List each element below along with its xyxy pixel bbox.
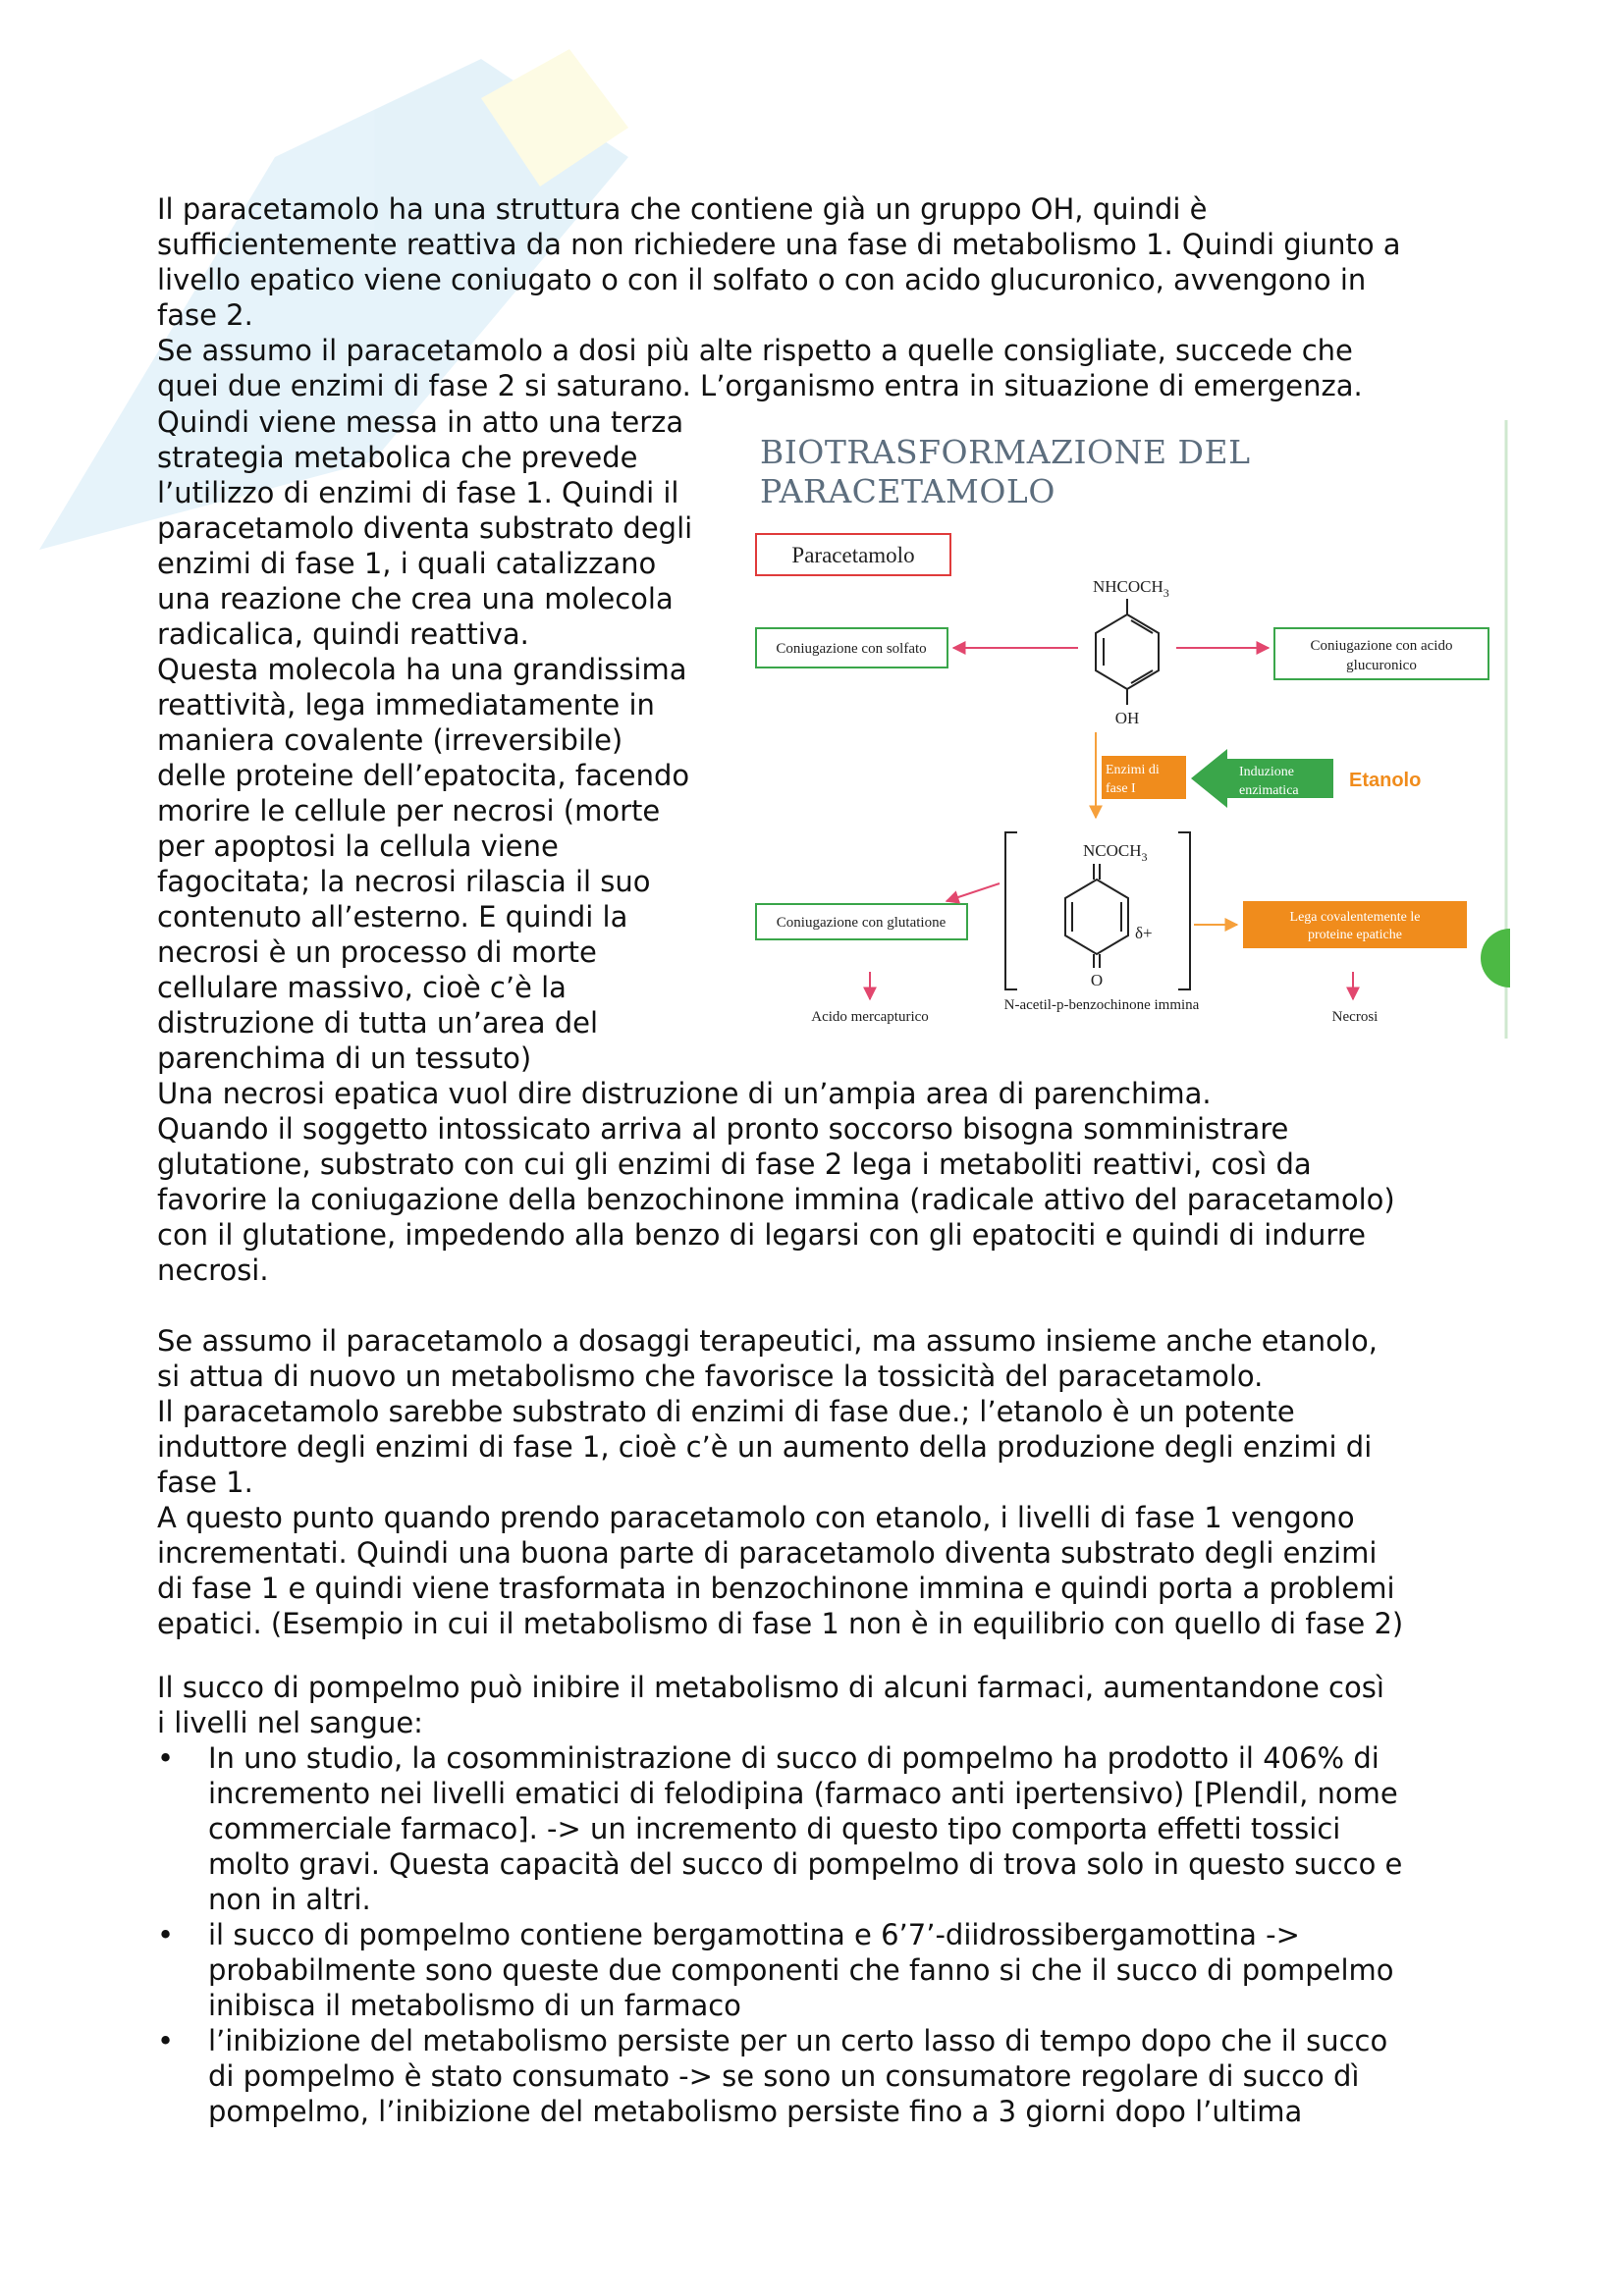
bullet-glyph: •: [157, 1918, 175, 1951]
bullet-text: l’inibizione del metabolismo persiste per un certo lasso di tempo dopo che il succo di pompelmo è stato consumato -> se sono un consumatore regolare di succo dì pompelmo, l’inibizione del metabolismo persiste fino a 3 giorni dopo l’ultima: [208, 2024, 1388, 2128]
bullet-glyph: •: [157, 2024, 175, 2057]
pompelmo-bullet-list: [157, 1740, 1492, 2129]
conj-solfato-label: Coniugazione con solfato: [776, 641, 927, 657]
etanolo-label: Etanolo: [1349, 770, 1422, 791]
bullet-text: il succo di pompelmo contiene bergamottina e 6’7’-diidrossibergamottina -> probabilmente sono queste due componenti che fanno si che il succo di pompelmo inibisca il metabolismo di un farmaco: [208, 1918, 1394, 2022]
green-circle-decoration: [1481, 929, 1510, 988]
bullet-glyph: •: [157, 1741, 175, 1775]
bullet-text: In uno studio, la cosomministrazione di succo di pompelmo ha prodotto il 406% di incremento nei livelli ematici di felodipina (farmaco anti ipertensivo) [Plendil, nome commerciale farmaco]. -> un incremento di questo tipo comporta effetti tossici molto gravi. Questa capacità del succo di pompelmo di trova solo in questo succo e non in altri.: [208, 1741, 1403, 1916]
bullet-item: [157, 1917, 1492, 2023]
enzimi-label-1: Enzimi di: [1106, 763, 1160, 777]
nhcoch3-sub: 3: [1163, 586, 1169, 600]
o-label: O: [1090, 971, 1104, 989]
paragraph-terza-strategia: Quindi viene messa in atto una terza strategia metabolica che prevede l’utilizzo di enzimi di fase 1. Quindi il paracetamolo diventa substrato degli enzimi di fase 1, i quali catalizzano una reazione che crea una molecola radicalica, quindi reattiva. Questa molecola ha una grandissima reattività, lega immediatamente in maniera covalente (irreversibile) delle proteine dell’epatocita, facendo morire le cellule per necrosi (morte per apoptosi la cellula viene fagocitata; la necrosi rilascia il suo contenuto all’esterno. E quindi la necrosi è un processo di morte cellulare massivo, cioè c’è la distruzione di tutta un’area del parenchima di un tessuto): [157, 405, 693, 1075]
ncoch3-sub: 3: [1141, 850, 1148, 864]
svg-text:NCOCH3: [1083, 841, 1148, 864]
conj-glucuronico-label-2: glucuronico: [1346, 658, 1417, 673]
paragraph-etanolo: Se assumo il paracetamolo a dosaggi terapeutici, ma assumo insieme anche etanolo, si attua di nuovo un metabolismo che favorisce la tossicità del paracetamolo. Il paracetamolo sarebbe substrato di enzimi di fase due.; l’etanolo è un potente induttore degli enzimi di fase 1, cioè c’è un aumento della produzione degli enzimi di fase 1. A questo punto quando prendo paracetamolo con etanolo, i livelli di fase 1 vengono incrementati. Quindi una buona parte di paracetamolo diventa substrato degli enzimi di fase 1 e quindi viene trasformata in benzochinone immina e quindi porta a problemi epatici. (Esempio in cui il metabolismo di fase 1 non è in equilibrio con quello di fase 2): [157, 1324, 1404, 1640]
arrow-to-glutatione: [947, 883, 1000, 901]
figure-title-line1: BIOTRASFORMAZIONE DEL: [760, 433, 1251, 471]
induzione-label-1: Induzione: [1239, 765, 1294, 779]
paragraph-pompelmo-intro: Il succo di pompelmo può inibire il metabolismo di alcuni farmaci, aumentandone così i livelli nel sangue:: [157, 1671, 1384, 1739]
paracetamol-molecule: [1093, 577, 1169, 727]
svg-text:NHCOCH3: [1093, 577, 1169, 600]
nhcoch3-label: NHCOCH: [1093, 577, 1163, 596]
conj-glutatione-label: Coniugazione con glutatione: [776, 915, 947, 931]
bullet-item: [157, 2023, 1492, 2129]
paragraph-necrosi-epatica: Una necrosi epatica vuol dire distruzione di un’ampia area di parenchima. Quando il soggetto intossicato arriva al pronto soccorso bisogna somministrare glutatione, substrato con cui gli enzimi di fase 2 lega i metaboliti reattivi, così da favorire la coniugazione della benzochinone immina (radicale attivo del paracetamolo) con il glutatione, impedendo alla benzo di legarsi con gli epatociti e quindi di indurre necrosi.: [157, 1077, 1395, 1287]
paracetamol-biotransformation-figure: [754, 420, 1510, 1039]
necrosi-label: Necrosi: [1331, 1009, 1379, 1025]
paragraph-paracetamolo-intro: Il paracetamolo ha una struttura che contiene già un gruppo OH, quindi è sufficientemente reattiva da non richiedere una fase di metabolismo 1. Quindi giunto a livello epatico viene coniugato o con il solfato o con acido glucuronico, avvengono in fase 2. Se assumo il paracetamolo a dosi più alte rispetto a quelle consigliate, succede che quei due enzimi di fase 2 si saturano. L’organismo entra in situazione di emergenza.: [157, 192, 1401, 402]
delta-label: δ+: [1135, 924, 1153, 942]
oh-label: OH: [1114, 709, 1140, 727]
paracetamolo-label: Paracetamolo: [791, 543, 915, 567]
lega-label-1: Lega covalentemente le: [1289, 910, 1421, 925]
bullet-item: [157, 1740, 1492, 1917]
ncoch3-label: NCOCH: [1083, 841, 1142, 860]
enzimi-label-2: fase I: [1106, 781, 1136, 796]
induzione-label-2: enzimatica: [1239, 783, 1299, 798]
napqi-label: N-acetil-p-benzochinone immina: [1003, 997, 1200, 1013]
conj-glucuronico-label-1: Coniugazione con acido: [1310, 638, 1453, 654]
lega-label-2: proteine epatiche: [1307, 928, 1403, 942]
acido-mercapturico-label: Acido mercapturico: [811, 1009, 929, 1025]
napqi-molecule: [1005, 832, 1190, 989]
figure-title-line2: PARACETAMOLO: [760, 472, 1055, 510]
